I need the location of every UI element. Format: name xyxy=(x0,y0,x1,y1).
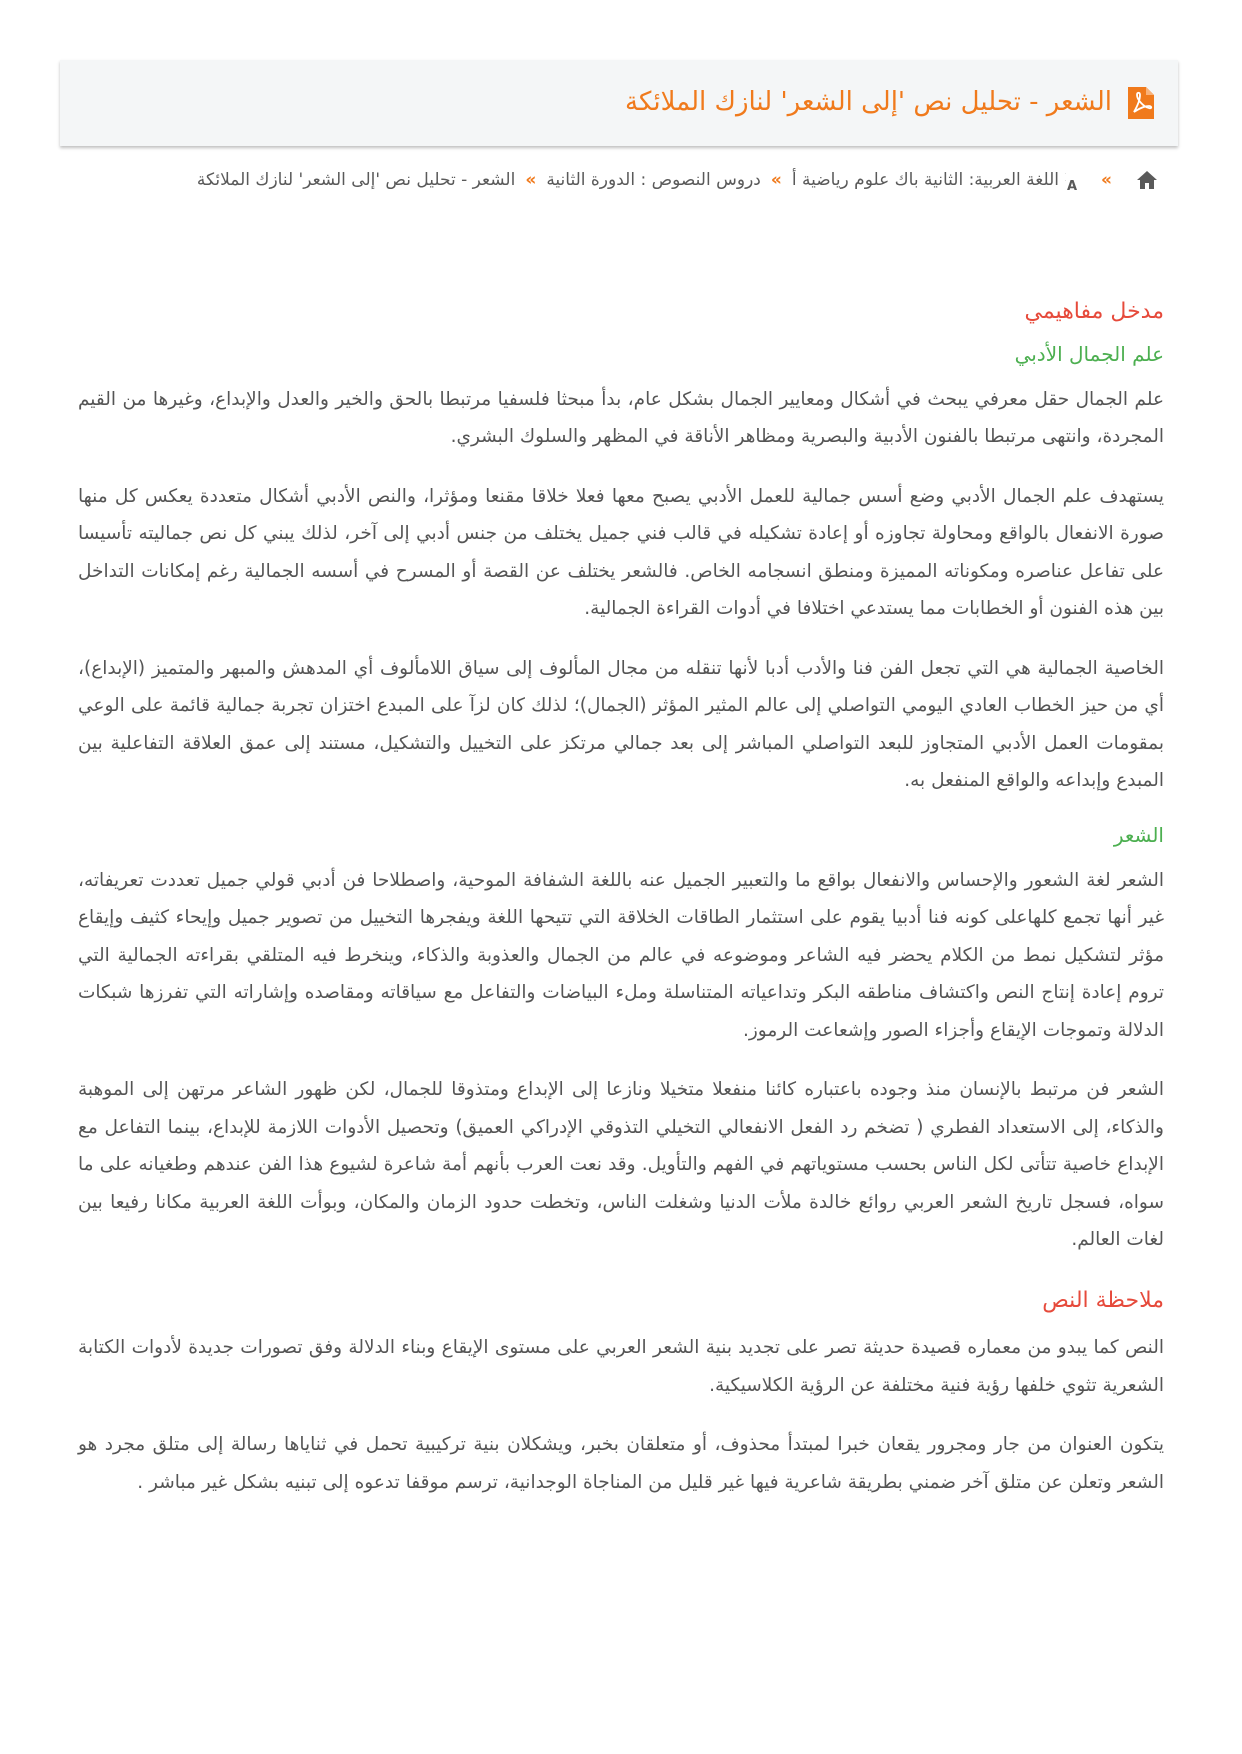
breadcrumb xyxy=(60,168,1158,192)
pdf-icon[interactable] xyxy=(1126,85,1156,121)
breadcrumb-separator: » xyxy=(770,170,782,190)
breadcrumb-separator: » xyxy=(525,170,537,190)
paragraph: علم الجمال حقل معرفي يبحث في أشكال ومعايير الجمال بشكل عام، بدأ مبحثا فلسفيا مرتبطا بالحق والخير والعدل والإبداع، وغيرها من القيم المجردة، وانتهى مرتبطا بالفنون الأدبية والبصرية ومظاهر الأناقة في المظهر والسلوك البشري. xyxy=(78,388,1164,448)
svg-text:文 xyxy=(1065,170,1066,183)
paragraph: يستهدف علم الجمال الأدبي وضع أسس جمالية للعمل الأدبي يصبح معها فعلا خلاقا مقنعا ومؤثرا، والنص الأدبي أشكال متعددة يعكس كل منها صورة الانفعال بالواقع ومحاولة تجاوزه أو إعادة تشكيله في قالب فني جميل يختلف من جنس أدبي إلى آخر، لذلك يبني كل نص جماليته تأسيسا على تفاعل عناصره ومكوناته المميزة ومنطق انسجامه الخاص. فالشعر يختلف عن القصة أو المسرح في أسسه الجمالية رغم إمكانات التداخل بين هذه الفنون أو الخطابات مما يستدعي اختلافا في أدوات القراءة الجمالية. xyxy=(78,485,1164,620)
breadcrumb-separator: » xyxy=(1101,170,1112,190)
paragraph: يتكون العنوان من جار ومجرور يقعان خبرا لمبتدأ محذوف، أو متعلقان بخبر، ويشكلان بنية تركيبية تحمل في ثناياها رسالة إلى متلق مجرد هو الشعر وتعلن عن متلق آخر ضمني بطريقة شاعرية فيها غير قليل من المناجاة الوجدانية، ترسم موقفا تدعوه إلى تبنيه بشكل غير مباشر . xyxy=(78,1434,1164,1493)
subsection-heading-poetry: الشعر xyxy=(1113,822,1164,847)
paragraph: الشعر لغة الشعور والإحساس والانفعال بواقع ما والتعبير الجميل عنه باللغة الشفافة الموحية، واصطلاحا فن أدبي قولي جميل تعددت تعريفاته، غير أنها تجمع كلهاعلى كونه فنا أدبيا يقوم على استثمار الطاقات الخلاقة التي تتيحها اللغة ويفجرها التخييل من تصوير جميل وإيحاء كثيف وإيقاع مؤثر لتشكيل نمط من الكلام يحضر فيه الشاعر وموضوعه في عالم من الجمال والعذوبة والذكاء، وينخرط فيه المتلقي بقراءته الجمالية التي تروم إعادة إنتاج النص واكتشاف مناطقه البكر وتداعياته المتناسلة وملء البياضات والتفاعل مع سياقاته ومقاصده وإشاراته التي تفرزها شبكات الدلالة وتموجات الإيقاع وأجزاء الصور وإشعاعت الرموز. xyxy=(78,869,1164,1041)
breadcrumb-item-lessons[interactable]: دروس النصوص : الدورة الثانية xyxy=(546,170,761,190)
paragraph: الخاصية الجمالية هي التي تجعل الفن فنا والأدب أدبا لأنها تنقله من مجال المألوف إلى سياق اللامألوف أي المدهش والمبهر والمتميز (الإبداع)، أي من حيز الخطاب العادي اليومي التواصلي إلى عالم المثير المؤثر (الجمال)؛ لذلك كان لزآ على المبدع اختزان تجربة جمالية قائمة على الوعي بمقومات العمل الأدبي المتجاوز للبعد التواصلي المباشر إلى بعد جمالي مرتكز على التخييل والتشكيل، مستند إلى عمق العلاقة التفاعلية بين المبدع وإبداعه والواقع المنفعل به. xyxy=(78,657,1164,792)
paragraph: النص كما يبدو من معماره قصيدة حديثة تصر على تجديد بنية الشعر العربي على مستوى الإيقاع وبناء الدلالة وفق تصورات جديدة لأدوات الكتابة الشعرية تثوي خلفها رؤية فنية مختلفة عن الرؤية الكلاسيكية. xyxy=(78,1337,1164,1396)
article-content xyxy=(78,298,1164,1523)
home-icon[interactable] xyxy=(1136,170,1158,190)
section-heading-observation: ملاحظة النص xyxy=(1042,1287,1164,1313)
breadcrumb-item-current: الشعر - تحليل نص 'إلى الشعر' لنازك الملائكة xyxy=(196,170,516,190)
section-heading-intro: مدخل مفاهيمي xyxy=(1024,299,1164,324)
page-title: الشعر - تحليل نص 'إلى الشعر' لنازك الملائكة xyxy=(625,87,1112,118)
subsection-heading-aesthetics: علم الجمال الأدبي xyxy=(1014,341,1164,366)
title-bar xyxy=(60,60,1178,146)
breadcrumb-item-subject[interactable]: اللغة العربية: الثانية باك علوم رياضية أ xyxy=(791,170,1060,190)
svg-text:A: A xyxy=(1066,179,1078,192)
translate-icon xyxy=(1065,168,1091,192)
paragraph: الشعر فن مرتبط بالإنسان منذ وجوده باعتباره كائنا منفعلا متخيلا ونازعا إلى الإبداع ومتذوقا للجمال، لكن ظهور الشاعر مرتهن إلى الموهبة والذكاء، إلى الاستعداد الفطري ( تضخم رد الفعل الانفعالي التخيلي التذوقي الإدراكي العميق) وتحصيل الأدوات اللازمة للإبداع، بينما التفاعل مع الإبداع خاصية تتأتى لكل الناس بحسب مستوياتهم في الفهم والتأويل. وقد نعت العرب بأنهم أمة شاعرة لشيوع هذا الفن عندهم وطغيانه على ما سواه، فسجل تاريخ الشعر العربي روائع خالدة ملأت الدنيا وشغلت الناس، وتخطت حدود الزمان والمكان، وبوأت اللغة العربية مكانا رفيعا بين لغات العالم. xyxy=(78,1079,1164,1251)
